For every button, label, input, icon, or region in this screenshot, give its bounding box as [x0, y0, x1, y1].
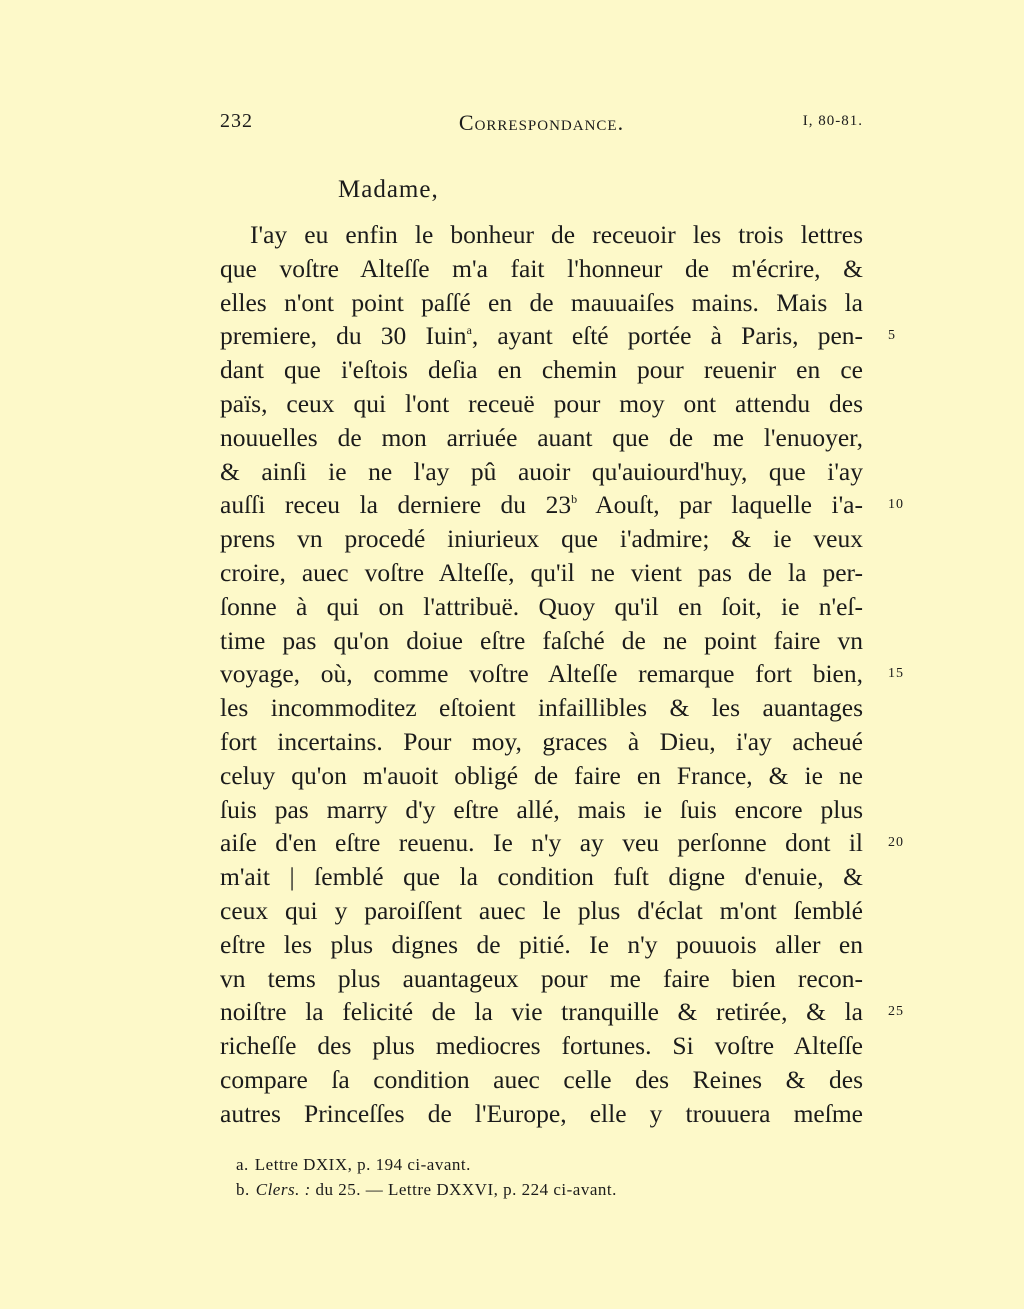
line-text: auſſi receu la derniere du 23$^b$ Aouſt, par laquelle i'a-: [220, 490, 863, 520]
line-text: prens vn procedé iniurieux que i'admire; & ie veux: [220, 524, 863, 554]
text-line: [220, 319, 896, 353]
line-text: premiere, du 30 Iuin$^a$, ayant eſté portée à Paris, pen-: [220, 321, 863, 351]
text-line: [220, 1063, 863, 1097]
text-line: [220, 928, 863, 962]
text-line: [220, 218, 863, 252]
line-text: que voſtre Alteſſe m'a fait l'honneur de m'écrire, &: [220, 253, 863, 283]
line-text: richeſſe des plus mediocres fortunes. Si voſtre Alteſſe: [220, 1031, 863, 1061]
footnote-text: Lettre DXIX, p. 194 ci-avant.: [254, 1155, 471, 1174]
line-text: elles n'ont point paſſé en de mauuaiſes mains. Mais la: [220, 287, 863, 317]
letter-body: [220, 218, 904, 1131]
footnote-marker: a: [466, 323, 472, 338]
line-number: 25: [888, 1004, 904, 1020]
footnote-source: Clers. :: [255, 1180, 311, 1199]
line-text: ſuis pas marry d'y eſtre allé, mais ie ſuis encore plus: [220, 794, 863, 824]
footnote-label: a.: [236, 1155, 249, 1174]
line-text: fort incertains. Pour moy, graces à Dieu, i'ay acheué: [220, 726, 863, 756]
footnote: [236, 1152, 617, 1177]
text-line: [220, 657, 904, 691]
text-line: [220, 691, 863, 725]
line-text: & ainſi ie ne l'ay pû auoir qu'auiourd'huy, que i'ay: [220, 456, 863, 486]
text-line: [220, 252, 863, 286]
text-line: [220, 995, 904, 1029]
line-text: ceux qui y paroiſſent auec le plus d'éclat m'ont ſemblé: [220, 895, 863, 925]
page-header: [220, 110, 863, 140]
line-text: vn tems plus auantageux pour me faire bien recon-: [220, 963, 863, 993]
line-text: aiſe d'en eſtre reuenu. Ie n'y ay veu perſonne dont il: [220, 828, 863, 858]
footnote-text: du 25. — Lettre DXXVI, p. 224 ci-avant.: [310, 1180, 617, 1199]
line-text: dant que i'eſtois deſia en chemin pour reuenir en ce: [220, 355, 863, 385]
line-text: time pas qu'on doiue eſtre faſché de ne point faire vn: [220, 625, 863, 655]
line-text: celuy qu'on m'auoit obligé de faire en France, & ie ne: [220, 760, 863, 790]
text-line: [220, 793, 863, 827]
footnotes: [236, 1152, 617, 1202]
line-text: noiſtre la felicité de la vie tranquille & retirée, & la: [220, 997, 863, 1027]
text-line: [220, 522, 863, 556]
line-text: I'ay eu enfin le bonheur de receuoir les trois lettres: [250, 220, 863, 249]
text-line: [220, 894, 863, 928]
line-number: 5: [888, 328, 896, 344]
text-line: [220, 962, 863, 996]
text-line: [220, 286, 863, 320]
text-line: [220, 1029, 863, 1063]
line-text: païs, ceux qui l'ont receuë pour moy ont attendu des: [220, 388, 863, 418]
salutation: Madame,: [338, 176, 439, 203]
line-number: 15: [888, 666, 904, 682]
line-text: croire, auec voſtre Alteſſe, qu'il ne vient pas de la per-: [220, 557, 863, 587]
text-line: [220, 556, 863, 590]
text-line: [220, 455, 863, 489]
line-text: compare ſa condition auec celle des Reines & des: [220, 1064, 863, 1094]
text-line: [220, 759, 863, 793]
volume-reference: I, 80-81.: [802, 113, 863, 129]
text-line: [220, 421, 863, 455]
text-line: [220, 387, 863, 421]
line-text: nouuelles de mon arriuée auant que de me l'enuoyer,: [220, 422, 863, 452]
page-number: 232: [220, 110, 253, 132]
line-text: ſonne à qui on l'attribuë. Quoy qu'il en ſoit, ie n'eſ-: [220, 591, 863, 621]
line-text: eſtre les plus dignes de pitié. Ie n'y pouuois aller en: [220, 929, 863, 959]
line-number: 10: [888, 497, 904, 513]
line-text: les incommoditez eſtoient infaillibles & les auantages: [220, 693, 863, 723]
line-text: m'ait | ſemblé que la condition fuſt digne d'enuie, &: [220, 862, 863, 892]
text-line: [220, 353, 863, 387]
footnote: [236, 1177, 617, 1202]
text-line: [220, 590, 863, 624]
text-line: [220, 1097, 863, 1131]
text-line: [220, 624, 863, 658]
text-line: [220, 725, 863, 759]
text-line: [220, 488, 904, 522]
line-text: voyage, où, comme voſtre Alteſſe remarque fort bien,: [220, 659, 863, 689]
line-number: 20: [888, 835, 904, 851]
text-line: [220, 860, 863, 894]
running-title: Correspondance.: [458, 110, 625, 135]
footnote-label: b.: [236, 1180, 250, 1199]
text-line: [220, 826, 904, 860]
footnote-marker: b: [571, 492, 578, 507]
line-text: autres Princeſſes de l'Europe, elle y trouuera meſme: [220, 1098, 863, 1128]
